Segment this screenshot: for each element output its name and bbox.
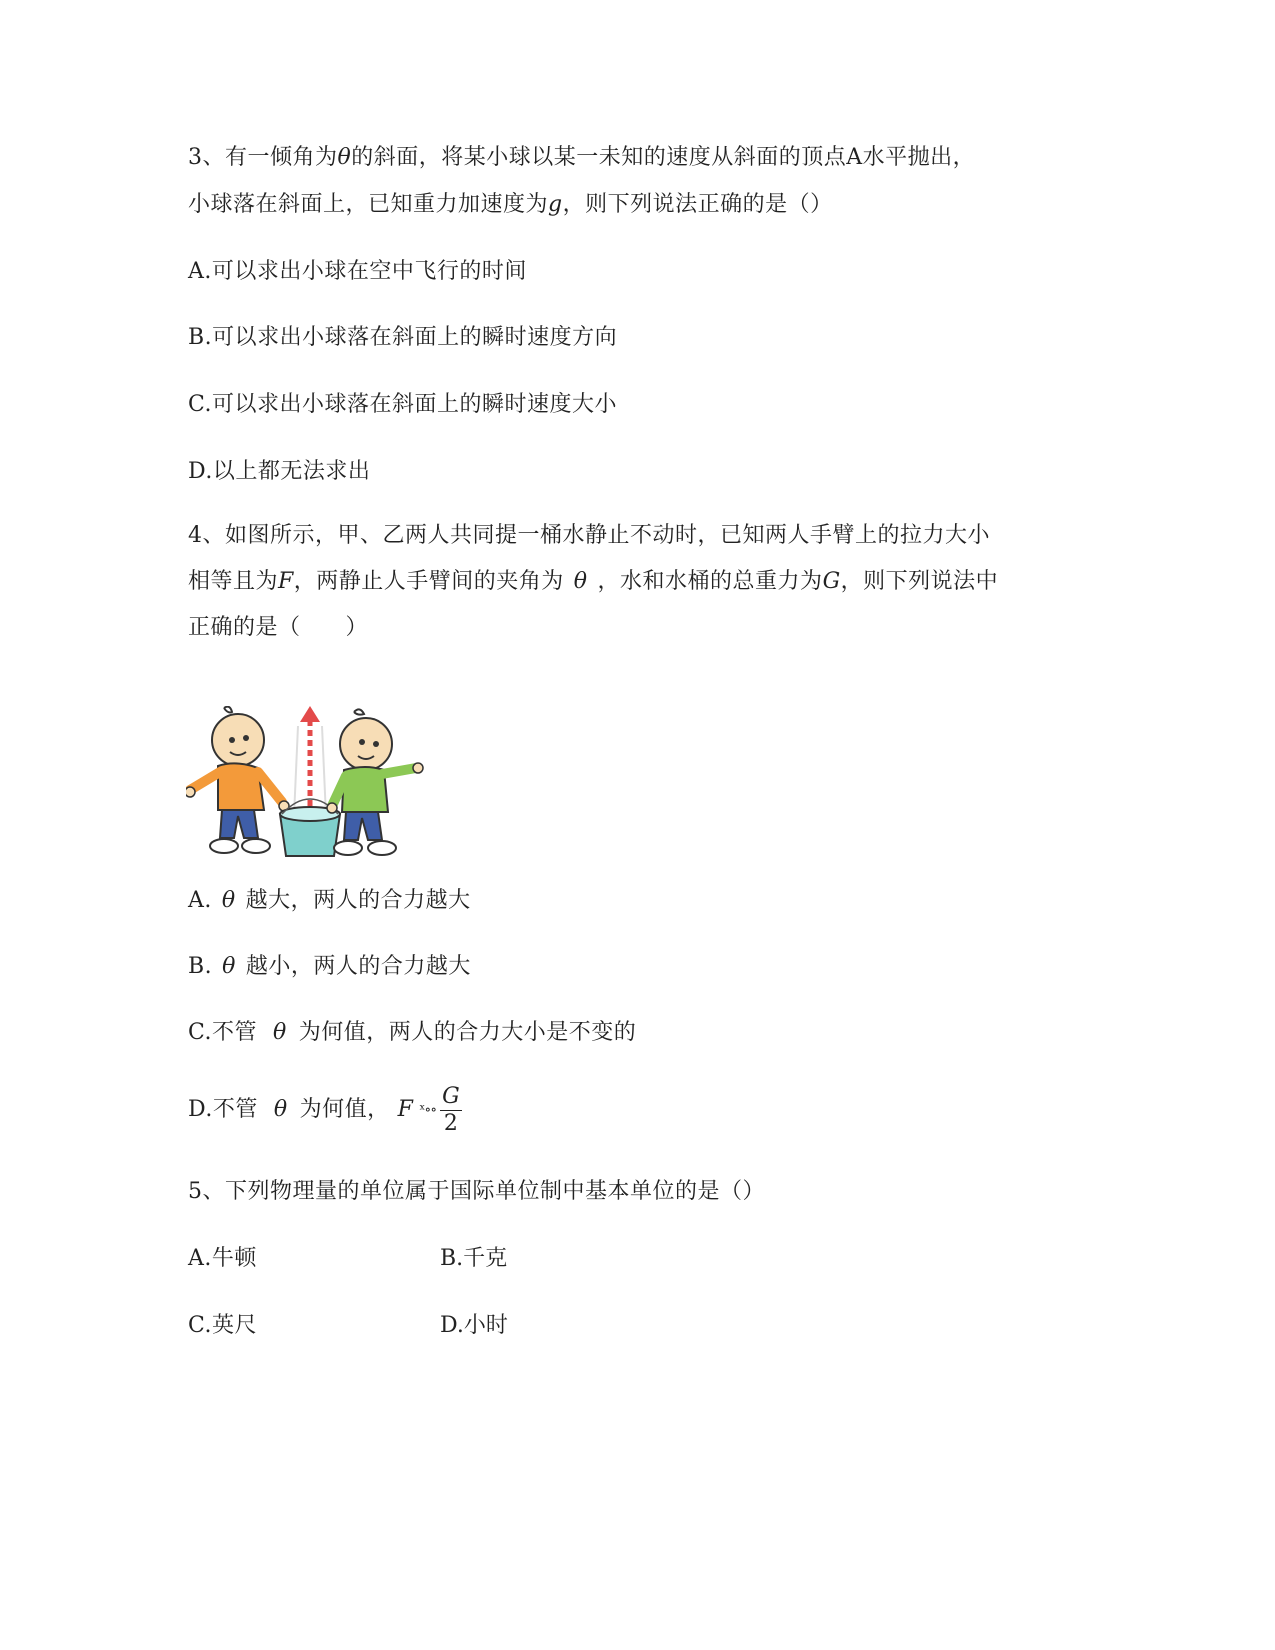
theta-symbol: θ: [222, 954, 236, 979]
theta-symbol: θ: [273, 1097, 288, 1122]
right-kid-icon: [327, 709, 423, 855]
bucket-figure-svg: [186, 706, 436, 862]
fraction-numerator: G: [442, 1083, 461, 1109]
f-symbol: F: [278, 569, 294, 594]
q4-option-c[interactable]: [188, 1018, 636, 1048]
q3-option-d[interactable]: D.以上都无法求出: [188, 459, 371, 484]
theta-symbol: θ: [273, 1020, 287, 1045]
q4-text: ，则下列说法中: [840, 569, 999, 594]
q4-text: 相等且为: [188, 569, 279, 594]
q4-option-d[interactable]: [188, 1078, 462, 1142]
q4-text: ，水和水桶的总重力为: [597, 569, 823, 594]
q3-option-b[interactable]: B.可以求出小球落在斜面上的瞬时速度方向: [188, 325, 618, 350]
option-text: 越小，两人的合力越大: [245, 954, 471, 979]
q5-option-d[interactable]: D.小时: [440, 1313, 508, 1338]
q3-text: 的斜面，将某小球以某一未知的速度从斜面的顶点A水平抛出，: [351, 145, 976, 170]
q4-stem-line3: 正确的是（ ）: [188, 615, 369, 640]
g-symbol: g: [548, 192, 563, 217]
q3-text: ，则下列说法正确的是（）: [562, 192, 833, 217]
q5-option-a[interactable]: A.牛顿: [188, 1246, 257, 1271]
fraction-g-over-2: [440, 1083, 462, 1136]
option-label: D.不管: [188, 1097, 258, 1122]
option-text: 为何值，: [299, 1097, 390, 1122]
q4-option-b[interactable]: [188, 952, 471, 982]
q3-stem-line2: [188, 190, 833, 220]
fraction-denominator: 2: [443, 1110, 459, 1136]
q3-option-c[interactable]: C.可以求出小球落在斜面上的瞬时速度大小: [188, 392, 618, 417]
q3-stem-line1: [188, 143, 975, 173]
formula-symbol: ˣ∘∘: [419, 1102, 437, 1118]
option-label: B.: [188, 954, 213, 979]
two-kids-carrying-bucket-illustration: [186, 706, 436, 866]
q3-option-a[interactable]: A.可以求出小球在空中飞行的时间: [188, 259, 527, 284]
q4-text: ，两静止人手臂间的夹角为: [293, 569, 564, 594]
theta-symbol: θ: [221, 888, 236, 913]
option-text: 越大，两人的合力越大: [245, 888, 471, 913]
q4-option-a[interactable]: [188, 886, 471, 916]
theta-symbol: θ: [337, 145, 352, 170]
q3-text: 3、有一倾角为: [188, 145, 338, 170]
q5-stem: 5、下列物理量的单位属于国际单位制中基本单位的是（）: [188, 1179, 765, 1204]
option-text: 为何值，两人的合力大小是不变的: [298, 1020, 637, 1045]
theta-symbol: θ: [573, 569, 588, 594]
g-weight-symbol: G: [822, 569, 841, 594]
q4-stem-line1: 4、如图所示，甲、乙两人共同提一桶水静止不动时，已知两人手臂上的拉力大小: [188, 523, 990, 548]
q5-option-c[interactable]: C.英尺: [188, 1313, 258, 1338]
formula-f: F: [397, 1097, 414, 1122]
left-kid-icon: [186, 707, 289, 853]
q3-text: 小球落在斜面上，已知重力加速度为: [188, 192, 549, 217]
option-label: C.不管: [188, 1020, 258, 1045]
q5-option-b[interactable]: B.千克: [440, 1246, 508, 1271]
option-label: A.: [188, 888, 212, 913]
q4-stem-line2: [188, 567, 998, 597]
